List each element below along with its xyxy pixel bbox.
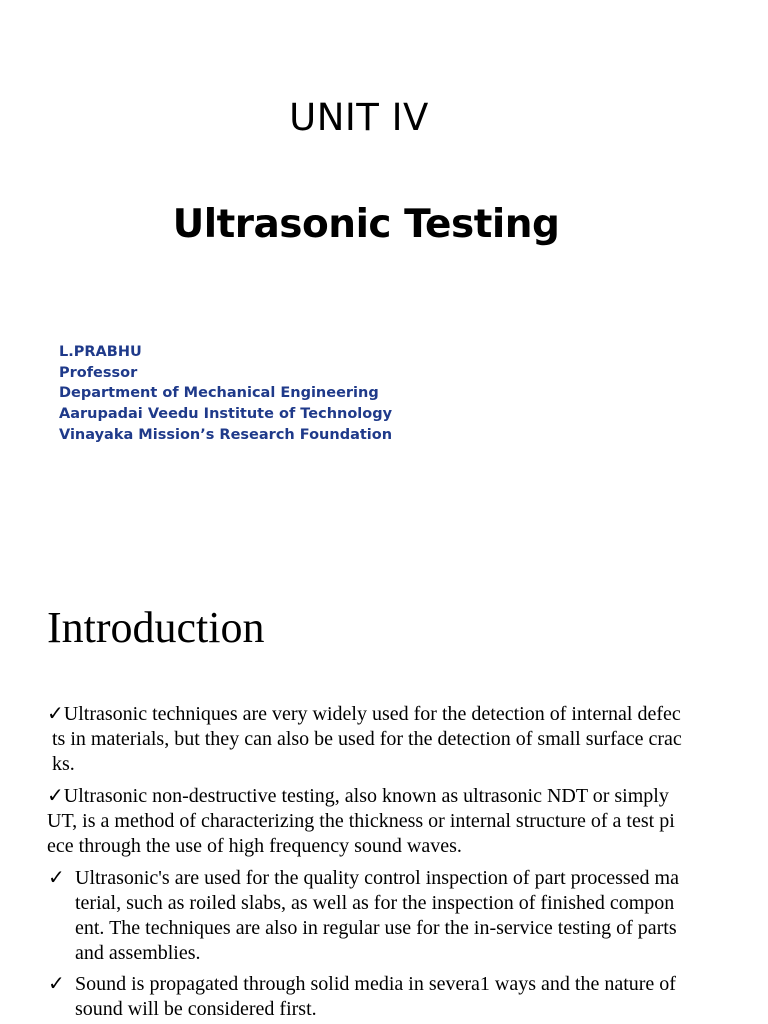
introduction-slide xyxy=(0,576,768,1024)
text-line: Ultrasonic's are used for the quality control inspection of part processed ma xyxy=(75,867,679,889)
text-line: and assemblies. xyxy=(75,942,201,964)
check-icon: ✓ xyxy=(48,973,65,995)
paragraph-detection xyxy=(47,702,682,777)
text-line: ent. The techniques are also in regular use for the in-service testing of parts xyxy=(75,917,677,939)
author-foundation: Vinayaka Mission’s Research Foundation xyxy=(59,426,393,443)
author-info xyxy=(59,342,392,446)
list-item xyxy=(48,972,676,1022)
unit-label: UNIT IV xyxy=(289,96,429,139)
slide-heading: Introduction xyxy=(47,603,265,652)
text-line: ks. xyxy=(47,753,75,775)
text-line: sound will be considered first. xyxy=(75,998,317,1020)
author-designation: Professor xyxy=(59,364,138,381)
slide-title: Ultrasonic Testing xyxy=(172,202,560,247)
paragraph-sound xyxy=(48,972,676,1022)
text-line: ✓Ultrasonic techniques are very widely used for the detection of internal defec xyxy=(47,703,681,725)
text-line: terial, such as roiled slabs, as well as for the inspection of finished compon xyxy=(75,892,675,914)
text-line: UT, is a method of characterizing the thickness or internal structure of a test pi xyxy=(47,810,675,832)
text-line: ✓Ultrasonic non-destructive testing, also known as ultrasonic NDT or simply xyxy=(47,785,669,807)
paragraph-quality-control xyxy=(48,866,679,966)
paragraph-ndt xyxy=(47,784,675,859)
list-item xyxy=(48,866,679,966)
author-institute: Aarupadai Veedu Institute of Technology xyxy=(59,406,393,423)
text-line: Sound is propagated through solid media in severa1 ways and the nature of xyxy=(75,973,676,995)
check-icon: ✓ xyxy=(48,867,65,889)
author-department: Department of Mechanical Engineering xyxy=(59,385,379,402)
text-line: ts in materials, but they can also be used for the detection of small surface crac xyxy=(47,728,682,750)
author-name: L.PRABHU xyxy=(59,344,142,360)
text-line: ece through the use of high frequency sound waves. xyxy=(47,835,462,857)
